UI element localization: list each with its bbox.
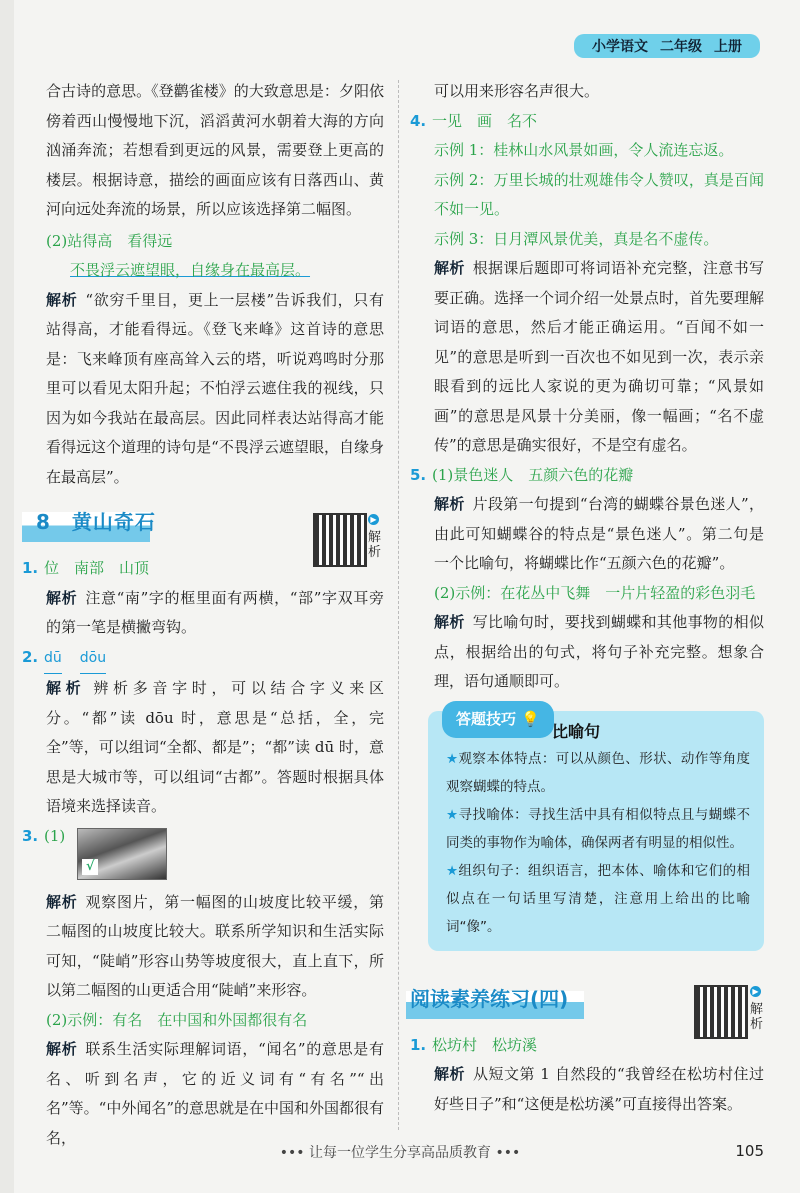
question bbox=[22, 643, 384, 675]
answer-text: (1) bbox=[44, 826, 66, 845]
analysis-text: 观察图片，第一幅图的山坡度比较平缓，第二幅图的山坡度比较大。联系所学知识和生活实际可知，“陡峭”形容山势等坡度很大，直上直下，所以第二幅图的山更适合用“陡峭”来形容。 bbox=[46, 892, 384, 999]
qr-label: 解析 bbox=[368, 530, 382, 560]
analysis bbox=[46, 1035, 384, 1153]
right-column bbox=[412, 77, 764, 1119]
tip-item bbox=[446, 745, 750, 801]
analysis-label: 解析 bbox=[46, 679, 86, 697]
star-icon: ★ bbox=[446, 806, 459, 823]
analysis-label: 解析 bbox=[434, 1065, 465, 1083]
question-number: 1. bbox=[22, 559, 39, 577]
tip-text: 组织句子：组织语言，把本体、喻体和它们的相似点在一句话里写清楚，注意用上给出的比喻词“像”。 bbox=[446, 862, 751, 935]
analysis-label: 解析 bbox=[46, 290, 78, 309]
answer-line bbox=[46, 256, 384, 286]
analysis bbox=[46, 286, 384, 493]
lesson-title: 8 黄山奇石 bbox=[36, 510, 156, 534]
example: 示例 3：日月潭风景优美，真是名不虚传。 bbox=[434, 229, 719, 248]
example: 示例 2：万里长城的壮观雄伟令人赞叹，真是百闻不如一见。 bbox=[434, 170, 764, 218]
analysis bbox=[46, 674, 384, 822]
page-number: 105 bbox=[735, 1142, 764, 1160]
tip-heading-text: 答题技巧 bbox=[456, 709, 517, 728]
question bbox=[412, 107, 764, 137]
check-mark: √ bbox=[82, 859, 98, 875]
tip-item bbox=[446, 801, 750, 857]
pinyin-answer: dū bbox=[44, 644, 62, 675]
answer-line: (2)站得高 看得远 bbox=[46, 231, 173, 250]
paragraph: 可以用来形容名声很大。 bbox=[434, 82, 600, 100]
question-number: 4. bbox=[410, 111, 427, 130]
question bbox=[22, 822, 384, 888]
analysis-text: 辨析多音字时，可以结合字义来区分。“都”读 dōu 时，意思是“总括，全，完全”等，可以组词“全都、都是”；“都”读 dū 时，意思是大城市等，可以组词“古都”。答题时根据具体语境来选择读音。 bbox=[46, 679, 384, 815]
analysis bbox=[412, 254, 764, 461]
tip-text: 寻找喻体：寻找生活中具有相似特点且与蝴蝶不同类的事物作为喻体，确保两者有明显的相似性。 bbox=[446, 806, 751, 851]
underlined-answer: 不畏浮云遮望眼，自缘身在最高层。 bbox=[70, 261, 311, 279]
analysis-label: 解析 bbox=[46, 892, 78, 911]
question-number: 1. bbox=[410, 1035, 427, 1054]
pinyin-answer: dōu bbox=[80, 644, 106, 675]
paragraph: 合古诗的意思。《登鹳雀楼》的大致意思是：夕阳依傍着西山慢慢地下沉，滔滔黄河水朝着大海的方向汹涌奔流；若想看到更远的风景，需要登上更高的楼层。根据诗意，描绘的画面应该有日落西山、黄河向远处奔流的场景，所以应该选择第二幅图。 bbox=[46, 82, 384, 218]
header-subject: 小学语文 bbox=[592, 39, 648, 55]
answer-text: (1)景色迷人 五颜六色的花瓣 bbox=[432, 465, 634, 484]
question bbox=[412, 461, 764, 491]
play-icon: ▶ bbox=[368, 514, 379, 525]
tip-box bbox=[428, 711, 764, 951]
mountain-image bbox=[77, 828, 167, 880]
tip-title: 比喻句 bbox=[552, 721, 601, 741]
play-icon: ▶ bbox=[750, 986, 761, 997]
analysis-label: 解析 bbox=[434, 495, 465, 513]
header-badge bbox=[574, 34, 760, 58]
analysis-text: 根据课后题即可将词语补充完整，注意书写要正确。选择一个词介绍一处景点时，首先要理解词语的意思，然后才能正确运用。“百闻不如一见”的意思是听到一百次也不如见到一次，表示亲眼看到的远比人家说的更为确切可靠；“风景如画”的意思是风景十分美丽，像一幅画；“名不虚传”的意思是确实很好，不是空有虚名。 bbox=[434, 259, 765, 454]
analysis bbox=[46, 584, 384, 643]
footer-slogan: ••• 让每一位学生分享高品质教育 ••• bbox=[279, 1145, 521, 1161]
analysis-text: 从短文第 1 自然段的“我曾经在松坊村住过好些日子”和“这便是松坊溪”可直接得出答案。 bbox=[434, 1065, 764, 1113]
analysis-label: 解析 bbox=[46, 588, 78, 607]
tip-text: 观察本体特点：可以从颜色、形状、动作等角度观察蝴蝶的特点。 bbox=[446, 750, 751, 795]
analysis-text: 联系生活实际理解词语，“闻名”的意思是有名、听到名声，它的近义词有“有名”“出名”等。“中外闻名”的意思就是在中国和外国都很有名， bbox=[46, 1040, 385, 1147]
analysis-label: 解析 bbox=[434, 259, 465, 277]
analysis bbox=[412, 1060, 764, 1119]
answer-line: (2)示例：有名 在中国和外国都很有名 bbox=[46, 1010, 308, 1029]
tip-item bbox=[446, 857, 750, 941]
analysis bbox=[412, 608, 764, 697]
star-icon: ★ bbox=[446, 862, 459, 879]
analysis-label: 解析 bbox=[46, 1040, 78, 1058]
column-divider bbox=[398, 80, 399, 1130]
lightbulb-icon: 💡 bbox=[521, 709, 540, 728]
qr-label: 解析 bbox=[750, 1002, 764, 1032]
header-grade: 二年级 bbox=[660, 39, 702, 55]
analysis bbox=[412, 490, 764, 579]
qr-code[interactable] bbox=[313, 513, 367, 567]
analysis-text: 写比喻句时，要找到蝴蝶和其他事物的相似点，根据给出的句式，将句子补充完整。想象合理，语句通顺即可。 bbox=[434, 613, 764, 690]
analysis-label: 解析 bbox=[434, 613, 465, 631]
question-number: 2. bbox=[22, 647, 39, 666]
analysis-text: 注意“南”字的框里面有两横，“部”字双耳旁的第一笔是横撇弯钩。 bbox=[46, 588, 384, 636]
answer-text: 松坊村 松坊溪 bbox=[432, 1035, 538, 1054]
question-number: 3. bbox=[22, 826, 39, 845]
left-column bbox=[22, 77, 385, 1153]
analysis-text: 片段第一句提到“台湾的蝴蝶谷景色迷人”，由此可知蝴蝶谷的特点是“景色迷人”。第二句是一个比喻句，将蝴蝶比作“五颜六色的花瓣”。 bbox=[434, 495, 764, 572]
section-title: 阅读素养练习(四) bbox=[410, 986, 569, 1011]
analysis bbox=[46, 888, 384, 1006]
answer-text: 一见 画 名不 bbox=[432, 111, 538, 130]
qr-code[interactable] bbox=[694, 985, 748, 1039]
analysis-text: “欲穷千里目，更上一层楼”告诉我们，只有站得高，才能看得远。《登飞来峰》这首诗的意思是：飞来峰顶有座高耸入云的塔，听说鸡鸣时分那里可以看见太阳升起；不怕浮云遮住我的视线，只因为如今我站在最高层。因此同样表达站得高才能看得远这个道理的诗句是“不畏浮云遮望眼，自缘身在最高层”。 bbox=[46, 290, 384, 486]
answer-text: 位 南部 山顶 bbox=[44, 559, 150, 577]
star-icon: ★ bbox=[446, 750, 459, 767]
header-volume: 上册 bbox=[714, 39, 742, 55]
answer-line: (2)示例：在花丛中飞舞 一片片轻盈的彩色羽毛 bbox=[434, 583, 756, 602]
tip-heading bbox=[442, 701, 554, 739]
page-edge bbox=[0, 0, 14, 1193]
question-number: 5. bbox=[410, 465, 427, 484]
example: 示例 1：桂林山水风景如画，令人流连忘返。 bbox=[434, 141, 734, 159]
